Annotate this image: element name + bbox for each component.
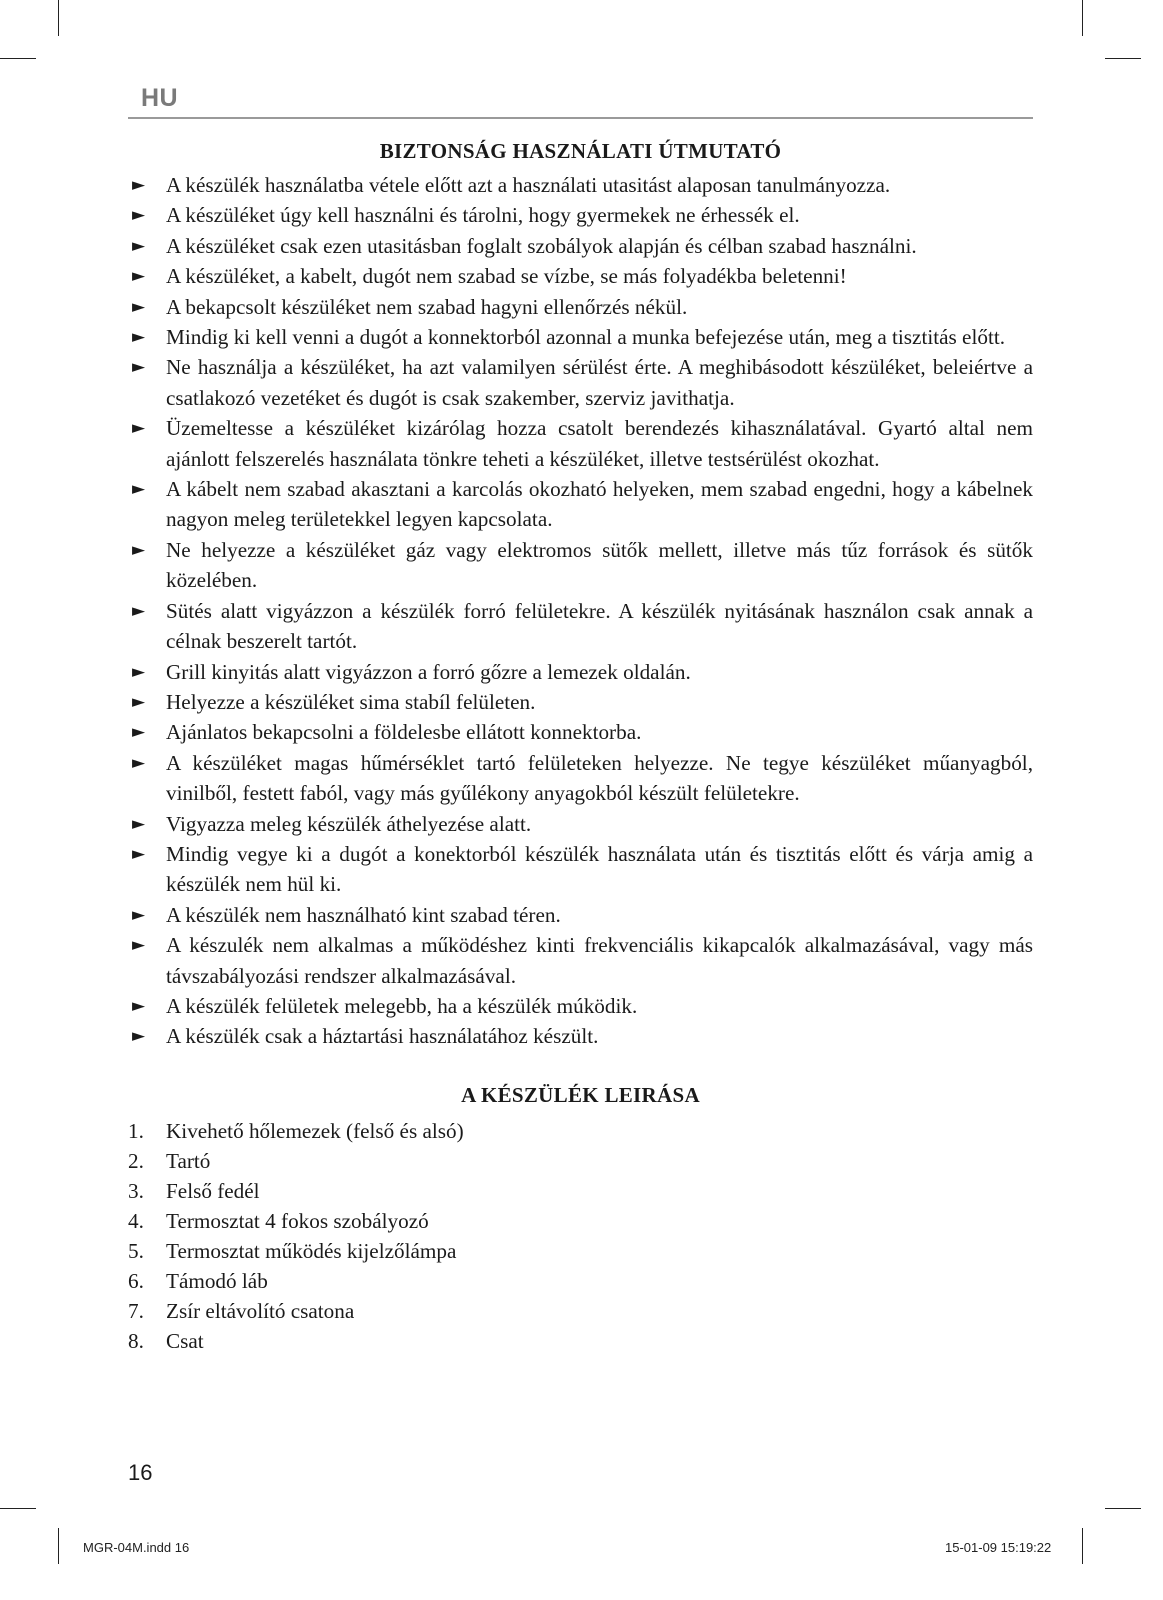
part-item [128,1206,1033,1236]
part-item [128,1236,1033,1266]
page-number: 16 [128,1460,153,1485]
crop-mark-bottom-left-h [0,1508,36,1509]
part-item [128,1176,1033,1206]
part-label: Kivehető hőlemezek (felső és alsó) [166,1118,464,1143]
part-number: 1. [128,1118,144,1143]
safety-item [128,930,1033,991]
language-code: HU [141,84,179,112]
bullet-arrow-icon: ► [132,843,146,864]
crop-mark-bottom-right-h [1105,1508,1141,1509]
part-label: Zsír eltávolító csatona [166,1298,355,1323]
part-number: 3. [128,1178,144,1203]
safety-item-text: A készülék csak a háztartási használatához készült. [166,1024,599,1049]
parts-list [128,1116,1033,1356]
safety-item [128,170,1033,200]
part-label: Támodó láb [166,1268,268,1293]
safety-item-text: A készüléket magas hűmérséklet tartó felületeken helyezze. Ne tegye készüléket műanyagból, vinilből, festett faból, vagy más gyűlékony anyagokból készült felületekre. [166,750,1033,806]
bullet-arrow-icon: ► [132,296,146,317]
bullet-arrow-icon: ► [132,266,146,287]
part-label: Csat [166,1328,204,1353]
bullet-arrow-icon: ► [132,205,146,226]
part-number: 2. [128,1148,144,1173]
safety-item-text: Vigyazza meleg készülék áthelyezése alatt. [166,811,532,836]
bullet-arrow-icon: ► [132,813,146,834]
bullet-arrow-icon: ► [132,479,146,500]
safety-item [128,809,1033,839]
safety-item [128,839,1033,900]
safety-item-text: A bekapcsolt készüléket nem szabad hagyni ellenőrzés nékül. [166,294,688,319]
safety-heading: BIZTONSÁG HASZNÁLATI ÚTMUTATÓ [379,139,782,163]
safety-item [128,687,1033,717]
bullet-arrow-icon: ► [132,600,146,621]
safety-item [128,717,1033,747]
safety-item [128,596,1033,657]
safety-item-text: A készüléket, a kabelt, dugót nem szabad se vízbe, se más folyadékba beletenni! [166,264,847,289]
crop-mark-bottom-right [1082,1528,1083,1564]
safety-item [128,748,1033,809]
bullet-arrow-icon: ► [132,691,146,712]
part-label: Felső fedél [166,1178,260,1203]
bullet-arrow-icon: ► [132,418,146,439]
bullet-arrow-icon: ► [132,539,146,560]
safety-item-text: A készulék nem alkalmas a működéshez kinti frekvenciális kikapcalók alkalmazásával, vagy más távszabályozási rendszer alkalmazásával. [166,933,1033,988]
crop-mark-top-left [58,0,59,36]
header-rule [128,117,1033,119]
safety-item [128,991,1033,1021]
bullet-arrow-icon: ► [132,752,146,773]
crop-mark-top-right-h [1105,58,1141,59]
safety-item [128,413,1033,474]
safety-item [128,474,1033,535]
safety-item [128,657,1033,687]
bullet-arrow-icon: ► [132,1026,146,1047]
part-item [128,1146,1033,1176]
safety-item-text: A készüléket úgy kell használni és tárolni, hogy gyermekek ne érhessék el. [166,203,800,228]
safety-item-text: Ne használja a készüléket, ha azt valamilyen sérülést érte. A meghibásodott készüléket, beleiértve a csatlakozó vezetéket és dugót is csak szakember, szerviz javithatja. [166,355,1033,410]
crop-mark-top-left-h [0,58,36,59]
part-number: 6. [128,1268,144,1293]
safety-item-text: Sütés alatt vigyázzon a készülék forró felületekre. A készülék nyitásának használon csak annak a célnak beszerelt tartót. [166,598,1033,654]
safety-item-text: Üzemeltesse a készüléket kizárólag hozza csatolt berendezés kihasználatával. Gyartó altal nem ajánlott felszerelés használata tönkre teheti a készüléket, illetve testsérülést okozhat. [166,416,1033,471]
part-item [128,1326,1033,1356]
bullet-arrow-icon: ► [132,235,146,256]
part-item [128,1296,1033,1326]
part-label: Tartó [166,1148,211,1173]
safety-item-text: Ne helyezze a készüléket gáz vagy elektromos sütők mellett, illetve más tűz források és sütők közelében. [166,537,1033,593]
safety-item-text: Ajánlatos bekapcsolni a földelesbe ellátott konnektorba. [166,720,642,745]
part-item [128,1116,1033,1146]
safety-item-text: A kábelt nem szabad akasztani a karcolás okozható helyeken, mem szabad engedni, hogy a kábelnek nagyon meleg területekkel legyen kapcsolata. [166,477,1033,532]
part-number: 5. [128,1238,144,1263]
safety-item [128,322,1033,352]
safety-item [128,1021,1033,1051]
safety-item-text: A készülék felületek melegebb, ha a készülék múködik. [166,993,638,1018]
safety-item [128,352,1033,413]
part-number: 8. [128,1328,144,1353]
bullet-arrow-icon: ► [132,661,146,682]
safety-item [128,292,1033,322]
safety-item [128,200,1033,230]
timestamp-slug: 15-01-09 15:19:22 [945,1540,1052,1555]
bullet-arrow-icon: ► [132,175,146,195]
part-item [128,1266,1033,1296]
safety-item-text: Grill kinyitás alatt vigyázzon a forró gőzre a lemezek oldalán. [166,659,691,684]
safety-item [128,900,1033,930]
part-label: Termosztat 4 fokos szobályozó [166,1208,429,1233]
bullet-arrow-icon: ► [132,357,146,378]
safety-item-text: Helyezze a készüléket sima stabíl felületen. [166,689,536,714]
crop-mark-bottom-left [58,1528,59,1564]
bullet-arrow-icon: ► [132,722,146,743]
bullet-arrow-icon: ► [132,995,146,1016]
part-label: Termosztat működés kijelzőlámpa [166,1238,457,1263]
crop-mark-top-right [1082,0,1083,36]
safety-item [128,231,1033,261]
part-number: 7. [128,1298,144,1323]
safety-instructions-list [128,170,1033,1052]
bullet-arrow-icon: ► [132,935,146,956]
bullet-arrow-icon: ► [132,904,146,925]
file-slug: MGR-04M.indd 16 [83,1540,190,1555]
safety-item-text: A készüléket csak ezen utasitásban foglalt szobályok alapján és célban szabad használni. [166,233,917,258]
page-content [128,136,1033,1356]
safety-item-text: Mindig ki kell venni a dugót a konnektorból azonnal a munka befejezése után, meg a tisztitás előtt. [166,325,1006,350]
safety-item [128,261,1033,291]
safety-item-text: A készülék használatba vétele előtt azt a használati utasitást alaposan tanulmányozza. [166,173,891,197]
safety-item-text: Mindig vegye ki a dugót a konektorból készülék használata után és tisztitás előtt és várja amig a készülék nem hül ki. [166,841,1033,897]
part-number: 4. [128,1208,144,1233]
safety-item [128,535,1033,596]
bullet-arrow-icon: ► [132,327,146,348]
description-heading: A KÉSZÜLÉK LEIRÁSA [461,1082,700,1107]
safety-item-text: A készülék nem használható kint szabad téren. [166,902,561,927]
